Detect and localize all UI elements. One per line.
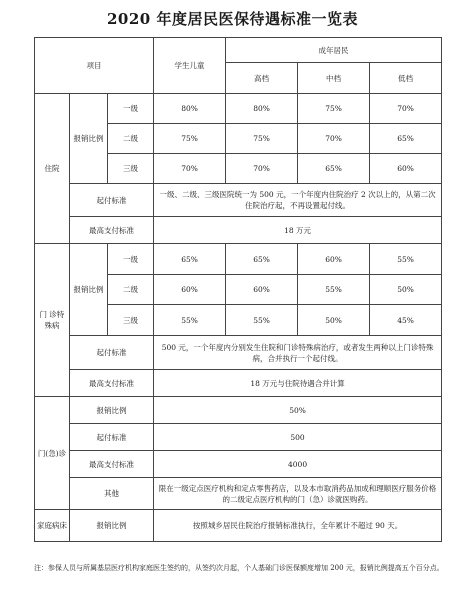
table-cell: 三级 xyxy=(108,305,154,336)
table-cell: 75% xyxy=(226,124,298,154)
table-cell: 65% xyxy=(154,244,226,275)
table-cell: 45% xyxy=(370,305,442,336)
table-cell: 50% xyxy=(370,275,442,305)
header-item: 项目 xyxy=(35,38,154,94)
special-ratio-label: 报销比例 xyxy=(70,244,108,336)
header-high: 高档 xyxy=(226,63,298,94)
table-cell: 65% xyxy=(298,154,370,184)
outpatient-ratio-label: 报销比例 xyxy=(70,397,154,424)
table-cell: 55% xyxy=(226,305,298,336)
table-cell: 75% xyxy=(298,94,370,124)
table-cell: 50% xyxy=(298,305,370,336)
special-threshold-label: 起付标准 xyxy=(70,336,154,370)
table-cell: 三级 xyxy=(108,154,154,184)
benefit-table xyxy=(34,37,442,542)
inpatient-cap-text: 18 万元 xyxy=(154,217,442,244)
table-cell: 70% xyxy=(298,124,370,154)
footnote: 注：参保人员与所属基层医疗机构家庭医生签约的，从签约次月起，个人基础门诊医保额度增加 200 元，报销比例提高五个百分点。 xyxy=(34,564,444,572)
table-cell: 70% xyxy=(154,154,226,184)
table-cell: 二级 xyxy=(108,275,154,305)
inpatient-threshold-label: 起付标准 xyxy=(70,184,154,217)
table-cell: 60% xyxy=(298,244,370,275)
table-cell: 55% xyxy=(298,275,370,305)
special-threshold-text: 500 元，一个年度内分别发生住院和门诊特殊病治疗，或者发生两种以上门诊特殊病，合并执行一个起付线。 xyxy=(154,336,442,370)
table-cell: 70% xyxy=(370,94,442,124)
header-low: 低档 xyxy=(370,63,442,94)
outpatient-threshold-label: 起付标准 xyxy=(70,424,154,451)
table-cell: 55% xyxy=(370,244,442,275)
table-cell: 65% xyxy=(226,244,298,275)
table-cell: 二级 xyxy=(108,124,154,154)
table-cell: 80% xyxy=(154,94,226,124)
table-cell: 一级 xyxy=(108,244,154,275)
inpatient-threshold-text: 一级、二级、三级医院统一为 500 元，一个年度内住院治疗 2 次以上的，从第二次住院治疗起，不再设置起付线。 xyxy=(154,184,442,217)
header-student: 学生儿童 xyxy=(154,38,226,94)
table-cell: 60% xyxy=(154,275,226,305)
table-cell: 60% xyxy=(370,154,442,184)
table-cell: 60% xyxy=(226,275,298,305)
outpatient-ratio-text: 50% xyxy=(154,397,442,424)
special-cap-text: 18 万元与住院待遇合并计算 xyxy=(154,370,442,397)
table-cell: 一级 xyxy=(108,94,154,124)
outpatient-other-label: 其他 xyxy=(70,478,154,510)
family-ratio-text: 按照城乡居民住院治疗报销标准执行，全年累计不超过 90 天。 xyxy=(154,510,442,542)
section-outpatient: 门(急)诊 xyxy=(35,397,70,510)
inpatient-cap-label: 最高支付标准 xyxy=(70,217,154,244)
family-ratio-label: 报销比例 xyxy=(70,510,154,542)
header-mid: 中档 xyxy=(298,63,370,94)
special-cap-label: 最高支付标准 xyxy=(70,370,154,397)
outpatient-cap-text: 4000 xyxy=(154,451,442,478)
section-family-bed: 家庭病床 xyxy=(35,510,70,542)
table-cell: 75% xyxy=(154,124,226,154)
inpatient-ratio-label: 报销比例 xyxy=(70,94,108,184)
outpatient-threshold-text: 500 xyxy=(154,424,442,451)
header-adult: 成年居民 xyxy=(226,38,442,63)
table-cell: 65% xyxy=(370,124,442,154)
section-special-disease: 门 诊特殊病 xyxy=(35,244,70,397)
page-title: 2020 年度居民医保待遇标准一览表 xyxy=(107,10,358,28)
table-cell: 55% xyxy=(154,305,226,336)
outpatient-other-text: 限在一级定点医疗机构和定点零售药店，以及本市取消药品加成和理顺医疗服务价格的二级定点医疗机构的门（急）诊就医购药。 xyxy=(154,478,442,510)
table-cell: 80% xyxy=(226,94,298,124)
table-cell: 70% xyxy=(226,154,298,184)
section-inpatient: 住院 xyxy=(35,94,70,244)
outpatient-cap-label: 最高支付标准 xyxy=(70,451,154,478)
